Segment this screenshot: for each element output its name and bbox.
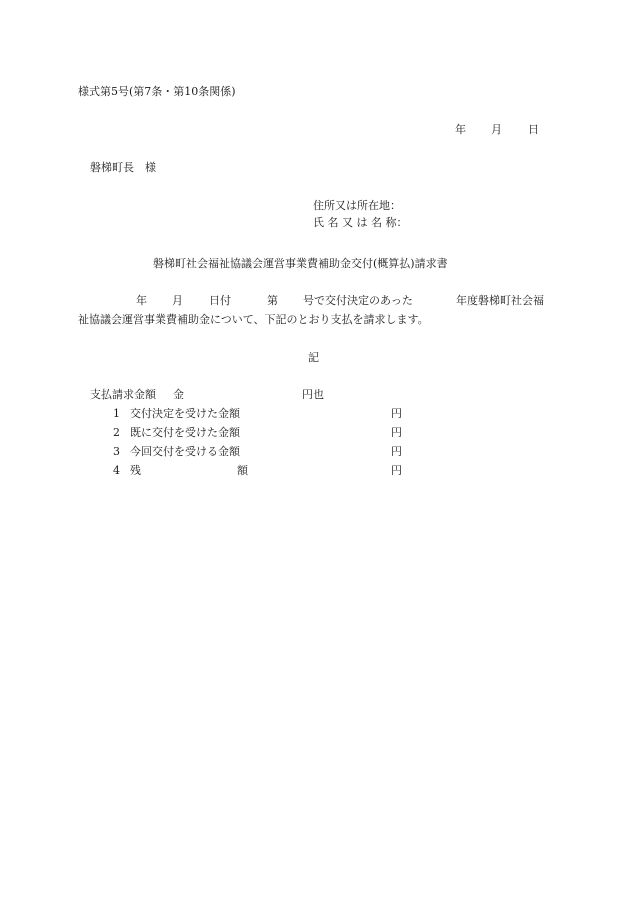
item-unit: 円 — [391, 407, 402, 420]
payment-label: 支払請求金額 — [90, 388, 156, 401]
item-label-b: 額 — [237, 464, 248, 477]
item-unit: 円 — [391, 426, 402, 439]
item-no: 4 — [113, 464, 120, 477]
document-title: 磐梯町社会福祉協議会運営事業費補助金交付(概算払)請求書 — [153, 257, 448, 270]
item-label: 既に交付を受けた金額 — [130, 426, 240, 439]
payment-unit: 円也 — [302, 388, 324, 401]
body-month: 月 — [172, 294, 183, 307]
item-unit: 円 — [391, 445, 402, 458]
body-line2: 祉協議会運営事業費補助金について、下記のとおり支払を請求します。 — [78, 313, 429, 326]
name-label: 氏 名 又 は 名 称： — [313, 216, 408, 229]
body-issue: 号で交付決定のあった — [303, 294, 413, 307]
form-number: 様式第5号(第7条・第10条関係) — [78, 85, 236, 98]
item-no: 2 — [113, 426, 120, 439]
item-no: 1 — [113, 407, 120, 420]
address-label: 住所又は所在地： — [313, 199, 401, 212]
body-no: 第 — [267, 294, 278, 307]
payment-kin: 金 — [173, 388, 184, 401]
item-label: 今回交付を受ける金額 — [130, 445, 240, 458]
item-label: 交付決定を受けた金額 — [130, 407, 240, 420]
date-day: 日 — [528, 123, 539, 136]
date-month: 月 — [491, 123, 502, 136]
body-day: 日付 — [209, 294, 231, 307]
date-year: 年 — [455, 123, 466, 136]
body-line1-end: 年度磐梯町社会福 — [456, 294, 544, 307]
addressee: 磐梯町長 様 — [90, 161, 156, 174]
ki-heading: 記 — [308, 351, 319, 364]
item-no: 3 — [113, 445, 120, 458]
body-year: 年 — [136, 294, 147, 307]
item-unit: 円 — [391, 464, 402, 477]
item-label-a: 残 — [130, 464, 141, 477]
